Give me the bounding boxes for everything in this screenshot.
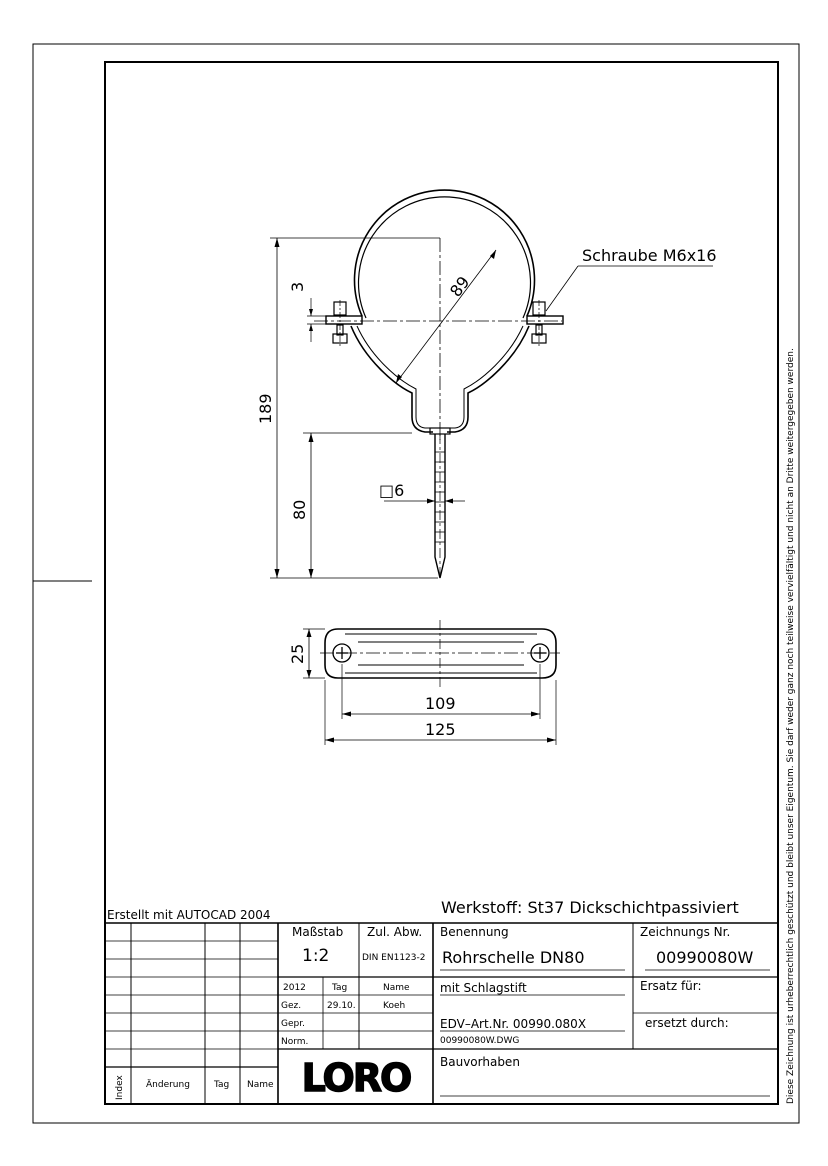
- checked-label: Gepr.: [281, 1019, 305, 1029]
- clamp-lower-left: [351, 326, 433, 432]
- replacement-for: Ersatz für:: [640, 979, 702, 993]
- name-column-label: Name: [383, 983, 410, 993]
- change-label: Änderung: [146, 1080, 190, 1090]
- diameter-dimension-line: [396, 250, 496, 383]
- tolerance-label: Zul. Abw.: [367, 925, 423, 939]
- clamp-lower-left-inner: [357, 326, 433, 428]
- copyright-note: Diese Zeichnung ist urheberrechtlich geschützt und bleibt unser Eigentum. Sie darf weder ganz noch teilweise vervielfältigt und nicht an Dritte weitergegeben werden.: [786, 348, 796, 1104]
- year: 2012: [283, 983, 306, 993]
- drawing-number-value: 00990080W: [656, 948, 754, 967]
- norm-label: Norm.: [281, 1037, 309, 1047]
- nail-length-label: 80: [290, 499, 309, 520]
- right-flange: [527, 316, 563, 324]
- clamp-ring-inner: [358, 197, 530, 318]
- scale-label: Maßstab: [292, 925, 344, 939]
- name-value: Rohrschelle DN80: [442, 948, 585, 967]
- height-label: 189: [256, 393, 275, 424]
- revision-day-label: Tag: [214, 1080, 230, 1090]
- revision-name-label: Name: [247, 1080, 274, 1090]
- clamp-front-view: [256, 190, 717, 578]
- name-subtitle: mit Schlagstift: [440, 981, 527, 995]
- edv-number: EDV–Art.Nr. 00990.080X: [440, 1017, 587, 1031]
- scale-value: 1:2: [302, 946, 330, 966]
- material-note: Werkstoff: St37 Dickschichtpassiviert: [441, 898, 739, 917]
- replaced-by: ersetzt durch:: [645, 1016, 729, 1030]
- name-label: Benennung: [440, 925, 509, 939]
- index-label: Index: [115, 1075, 125, 1100]
- tolerance-value: DIN EN1123-2: [362, 953, 426, 963]
- drawn-day: 29.10.: [327, 1001, 356, 1011]
- nail-square-label: □6: [379, 481, 405, 500]
- clamp-ring-outer: [355, 190, 535, 316]
- drawing-number-label: Zeichnungs Nr.: [640, 925, 731, 939]
- thickness-label: 3: [288, 281, 307, 292]
- drawn-name: Koeh: [383, 1001, 406, 1011]
- diameter-label: 89: [446, 272, 474, 301]
- left-flange: [326, 316, 362, 324]
- clamp-lower-right-inner: [447, 326, 523, 428]
- created-with-note: Erstellt mit AUTOCAD 2004: [107, 908, 271, 922]
- screw-leader: [546, 266, 578, 311]
- project-label: Bauvorhaben: [440, 1055, 520, 1069]
- screw-label: Schraube M6x16: [582, 246, 717, 265]
- strap-outline: [325, 629, 556, 678]
- svg-text:LORO: LORO: [301, 1056, 411, 1100]
- loro-logo: [302, 1056, 411, 1100]
- file-name: 00990080W.DWG: [440, 1036, 520, 1046]
- width-label: 25: [288, 643, 307, 664]
- day-column-label: Tag: [332, 983, 348, 993]
- clamp-top-view: [288, 620, 560, 745]
- drawn-label: Gez.: [281, 1001, 302, 1011]
- total-length-label: 125: [425, 720, 456, 739]
- hole-distance-label: 109: [425, 694, 456, 713]
- clamp-lower-right: [447, 326, 529, 432]
